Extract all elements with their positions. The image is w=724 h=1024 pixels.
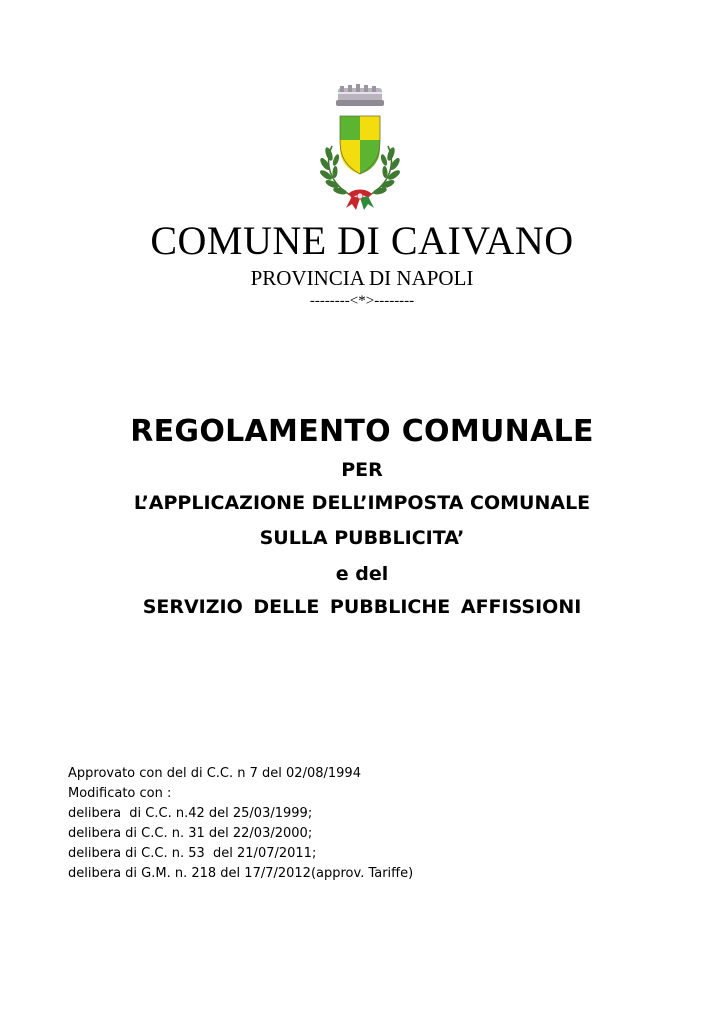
- title-line-conjunction: e del: [335, 563, 389, 585]
- approval-line: delibera di C.C. n.42 del 25/03/1999;: [68, 806, 313, 821]
- title-per: PER: [341, 459, 383, 481]
- ribbon-icon: [346, 190, 374, 211]
- title-line-service: SERVIZIO DELLE PUBBLICHE AFFISSIONI: [142, 596, 582, 618]
- municipality-name: COMUNE DI CAIVANO: [150, 218, 574, 263]
- title-line-tax: L’APPLICAZIONE DELL’IMPOSTA COMUNALE: [133, 492, 591, 514]
- shield-icon: [340, 116, 380, 174]
- approval-line: Approvato con del di C.C. n 7 del 02/08/1994: [68, 766, 361, 781]
- municipal-coat-of-arms-icon: [310, 84, 410, 214]
- crown-icon: [336, 84, 384, 106]
- province-name: PROVINCIA DI NAPOLI: [250, 266, 474, 290]
- title-line-advertising: SULLA PUBBLICITA’: [259, 527, 465, 549]
- approval-notes: [68, 764, 668, 884]
- decorative-separator: --------<*>--------: [309, 293, 415, 309]
- document-title: REGOLAMENTO COMUNALE: [130, 414, 594, 449]
- approval-line: delibera di G.M. n. 218 del 17/7/2012(approv. Tariffe): [68, 866, 414, 881]
- approval-line: delibera di C.C. n. 53 del 21/07/2011;: [68, 846, 317, 861]
- approval-line: Modificato con :: [68, 786, 172, 801]
- approval-line: delibera di C.C. n. 31 del 22/03/2000;: [68, 826, 313, 841]
